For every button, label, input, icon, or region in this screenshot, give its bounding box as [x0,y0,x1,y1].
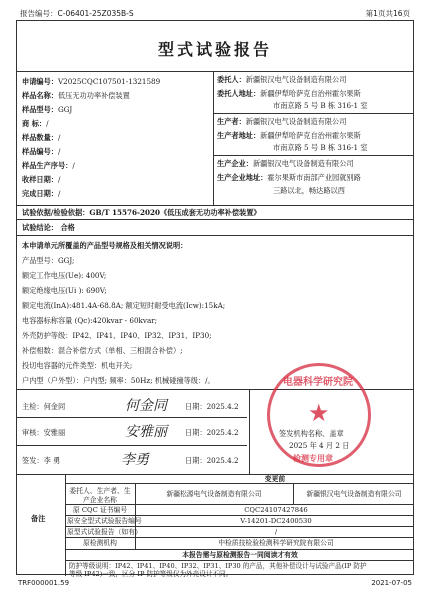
info-row: 样品编号：/ [22,147,61,156]
info-row: 申请编号：V2025CQC107501-1321589 [22,77,161,86]
footer-date: 2021-07-05 [371,579,412,587]
info-row: 完成日期：/ [22,189,61,198]
info-row: 样品生产序号：/ [22,161,75,170]
spec-line: 外壳防护等级：IP42、IP41、IP40、IP32、IP31、IP30; [22,331,212,340]
spec-line: 额定工作电压(Ue): 400V; [22,271,107,280]
report-sheet: 型式试验报告 申请编号：V2025CQC107501-1321589 样品名称：低压无功功率补偿装置 样品型号：GGJ 商 标：/ 样品数量：/ 样品编号：/ 样品生产序号：/ 收样日期：/ 完成日期：/ 委托人：新疆银汉电气设备制造有限公司 委托人地址：新疆伊犁哈萨克自治州霍尔果斯 市南京路 5 号 B 栋 316-1 室 生产者：新疆银汉电气设备制造有限公司 生产者地址：新疆伊犁哈萨克自治州霍尔果斯 市南京路 5 号 B 栋 316-1 室 生产企业：新疆银汉电气设备制造有限公司 生产企业地址：霍尔果斯市南部产业园就别路 三路以北，畅达路以西 试验依据/检验依据：GB/T 15576-2020《低压成套无功功率补偿装置》 试验结论： 合格 本申请单元所覆盖的产品型号规格及相关情况说明： 产品型号：GGJ; 额定工作电压(Ue): 400V; 额定绝缘电压(Ui ): 690V; 额定电流(InA):481.4A-68.8A; 额定短时耐受电流(Icw):15kA; 电容器标称容量 (Qc):420kvar - 60kvar; 外壳防护等级：IP42、IP41、IP40、IP32、IP31、IP30; 补偿相数：混合补偿方式（单相、三相混合补偿）; 投切电容器的元件类型：机电开关; 户内型（户外型）：户内型; 频率：50Hz; 机械碰撞等级：/。 主检：何金同 何金同 日期：2025.4.2 审核：安雅丽 安雅丽 日期：2025.4.2 签发：李 勇 李勇 日期：2025.4.2 电器科学研究院 ★ 签发机构名称、盖章 2025 年 4 月 2 日 检测专用章 备注 变更前 委托人、生产者、生产企业名称 新疆松源电气设备制造有限公司 新疆银汉电气设备制造有限公司 原 CQC 证书编号 CQC24107427846 原安全型式试验报告编号 V-14201-DC2400530 原型式试验报告（如有） / 原检测机构 中检质技检验检测科学研究院有限公司 本报告需与原检测报告一同阅读才有效 防护等级说明：IP42、IP41、IP40、IP32、IP31、IP30 的产品，其他补偿设计与试验产品(IP 防护 等级 IP42)一致，区分 IP 防护等级仅为外壳设计不同。 [16,20,414,575]
divider [17,219,413,220]
info-row: 收样日期：/ [22,175,61,184]
divider [17,417,247,418]
seal-ring-text: 电器科学研究院 [283,377,353,388]
handwritten-signature: 李勇 [121,452,149,468]
divider [213,113,413,114]
test-basis: 试验依据/检验依据：GB/T 15576-2020《低压成套无功功率补偿装置》 [22,208,261,217]
divider [17,205,413,206]
divider [249,389,250,474]
divider [213,155,413,156]
spec-line: 投切电容器的元件类型：机电开关; [22,361,133,370]
spec-line: 补偿相数：混合补偿方式（单相、三相混合补偿）; [22,346,183,355]
handwritten-signature: 安雅丽 [125,424,167,440]
info-row: 样品数量：/ [22,133,61,142]
spec-line: 额定绝缘电压(Ui ): 690V; [22,286,107,295]
divider [213,71,214,205]
info-row: 样品名称：低压无功功率补偿装置 [22,91,130,100]
report-title: 型式试验报告 [157,40,272,59]
handwritten-signature: 何金同 [125,398,167,414]
footer-form-code: TRF000001.59 [18,579,70,587]
divider [17,235,413,236]
report-header [16,4,414,20]
info-row: 商 标：/ [22,119,49,128]
divider [17,474,413,475]
info-row: 样品型号：GGJ [22,105,73,114]
report-number: 报告编号：C-06401-25Z035B-S [20,9,134,18]
spec-line: 产品型号：GGJ; [22,256,75,265]
divider [17,445,247,446]
star-icon: ★ [308,399,330,427]
spec-line: 电容器标称容量 (Qc):420kvar - 60kvar; [22,316,158,325]
page-indicator: 第1页共16页 [365,9,410,18]
spec-line: 户内型（户外型）：户内型; 频率：50Hz; 机械碰撞等级：/。 [22,376,215,385]
divider [17,71,413,72]
spec-line: 额定电流(InA):481.4A-68.8A; 额定短时耐受电流(Icw):15kA; [22,301,226,310]
test-conclusion: 试验结论： 合格 [22,223,75,232]
